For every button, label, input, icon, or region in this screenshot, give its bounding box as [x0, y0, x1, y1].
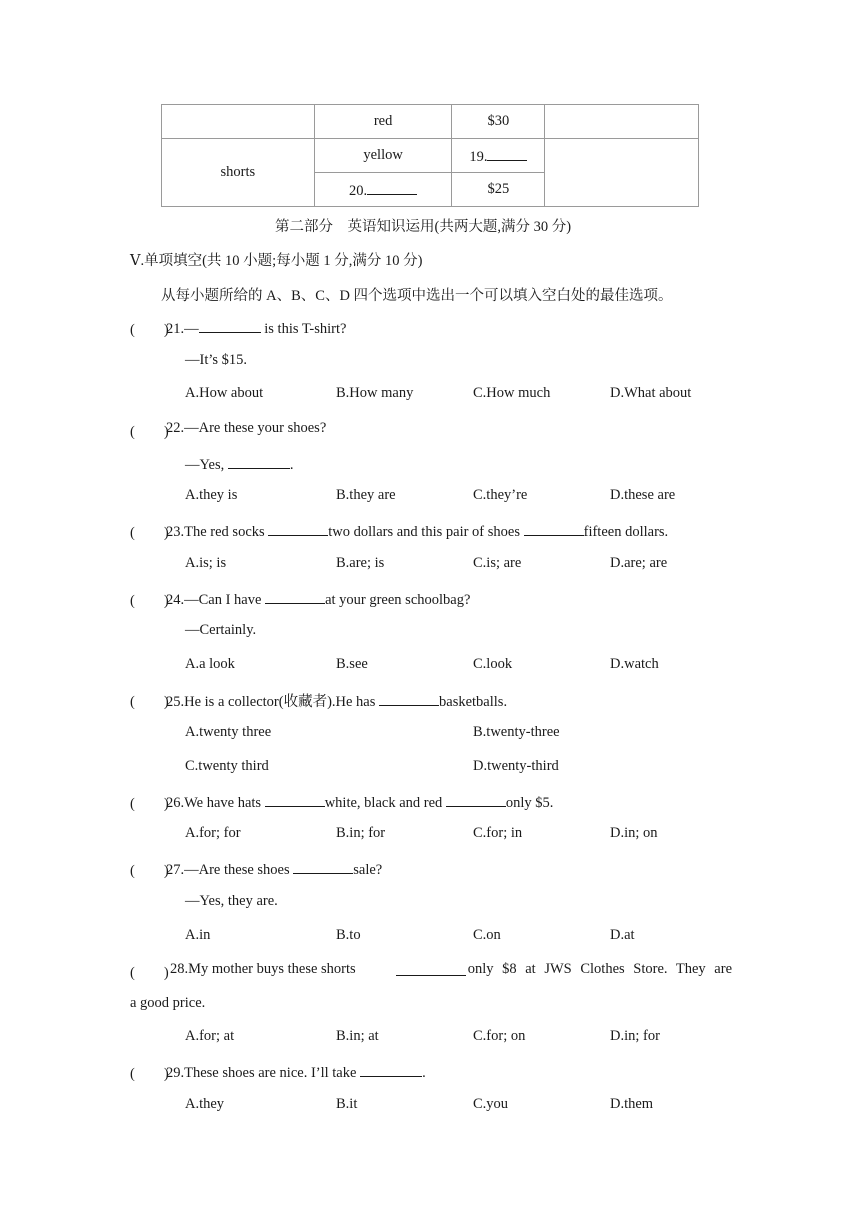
option-a[interactable]: A.a look	[185, 656, 235, 672]
question-text: .	[289, 457, 294, 473]
option-a[interactable]: A.twenty three	[185, 724, 272, 740]
question-text: at your green schoolbag?	[325, 592, 471, 608]
answer-blank	[293, 859, 353, 874]
answer-paren[interactable]: ( )	[130, 424, 169, 440]
option-d[interactable]: D.in; on	[610, 825, 658, 841]
option-a[interactable]: A.they	[185, 1096, 225, 1112]
question-reply: —It’s $15.	[185, 352, 248, 368]
answer-blank[interactable]	[487, 146, 527, 161]
option-b[interactable]: B.twenty-three	[473, 724, 560, 740]
question-25	[166, 690, 507, 711]
part-title: 第二部分 英语知识运用(共两大题,满分 30 分)	[275, 219, 572, 235]
table-cell	[452, 139, 545, 173]
option-a[interactable]: A.in	[185, 927, 211, 943]
question-text: 25.He is a collector(收藏者).He has	[166, 694, 380, 710]
option-a[interactable]: A.is; is	[185, 555, 227, 571]
price-table	[161, 104, 699, 207]
question-text: fifteen dollars.	[583, 524, 669, 540]
question-text: 29.These shoes are nice. I’ll take	[166, 1065, 361, 1081]
option-c[interactable]: C.twenty third	[185, 758, 269, 774]
question-reply: —Yes, they are.	[185, 893, 278, 909]
answer-blank	[228, 454, 290, 469]
question-continuation: a good price.	[130, 995, 206, 1011]
question-text: 21.—	[166, 321, 199, 337]
question-reply: —Certainly.	[185, 622, 257, 638]
table-cell: red	[314, 105, 452, 139]
question-text: only $8 at JWS Clothes Store. They are	[467, 961, 732, 977]
question-29	[166, 1062, 426, 1082]
question-28	[170, 961, 732, 978]
option-c[interactable]: C.for; on	[473, 1028, 526, 1044]
option-d[interactable]: D.What about	[610, 385, 692, 401]
option-a[interactable]: A.for; for	[185, 825, 241, 841]
option-b[interactable]: B.see	[336, 656, 368, 672]
option-a[interactable]: A.they is	[185, 487, 238, 503]
answer-paren[interactable]: ( )	[130, 694, 169, 710]
option-c[interactable]: C.you	[473, 1096, 509, 1112]
table-cell: yellow	[314, 139, 452, 173]
answer-blank	[396, 961, 466, 976]
question-text-group	[396, 961, 732, 978]
question-text: white, black and red	[324, 795, 446, 811]
option-b[interactable]: B.they are	[336, 487, 396, 503]
question-text: is this T-shirt?	[260, 321, 347, 337]
answer-blank	[360, 1062, 422, 1077]
table-cell: shorts	[162, 139, 315, 207]
blank-number: 19.	[469, 148, 488, 165]
question-text: basketballs.	[439, 694, 508, 710]
option-b[interactable]: B.are; is	[336, 555, 385, 571]
instruction: 从每小题所给的 A、B、C、D 四个选项中选出一个可以填入空白处的最佳选项。	[161, 288, 673, 304]
option-b[interactable]: B.in; for	[336, 825, 386, 841]
answer-paren[interactable]: ( )	[130, 1066, 169, 1082]
question-reply	[185, 454, 293, 474]
answer-blank	[199, 318, 261, 333]
answer-blank	[379, 691, 439, 706]
answer-paren[interactable]: ( )	[130, 863, 169, 879]
table-cell: $30	[452, 105, 545, 139]
option-a[interactable]: A.How about	[185, 385, 264, 401]
table-row	[162, 105, 699, 139]
table-cell	[162, 105, 315, 139]
option-b[interactable]: B.to	[336, 927, 361, 943]
answer-paren[interactable]: ( )	[130, 525, 169, 541]
option-a[interactable]: A.for; at	[185, 1028, 235, 1044]
question-21	[166, 318, 346, 338]
option-c[interactable]: C.is; are	[473, 555, 522, 571]
answer-paren[interactable]: ( )	[130, 593, 169, 609]
answer-blank	[265, 792, 325, 807]
question-text: 23.The red socks	[166, 524, 269, 540]
question-text: 27.—Are these shoes	[166, 862, 294, 878]
question-text: two dollars and this pair of shoes	[328, 524, 524, 540]
table-cell: $25	[452, 173, 545, 207]
question-text: .	[422, 1065, 426, 1081]
blank-number: 20.	[349, 182, 368, 199]
question-text: 24.—Can I have	[166, 592, 266, 608]
option-c[interactable]: C.for; in	[473, 825, 523, 841]
answer-blank	[268, 521, 328, 536]
question-text: —Yes,	[185, 457, 228, 473]
question-text: 28.My mother buys these shorts	[170, 961, 356, 977]
answer-blank	[265, 589, 325, 604]
answer-paren[interactable]: ( )	[130, 322, 169, 338]
question-27	[166, 859, 382, 879]
question-22: 22.—Are these your shoes?	[166, 420, 327, 436]
option-b[interactable]: B.in; at	[336, 1028, 379, 1044]
option-d[interactable]: D.at	[610, 927, 635, 943]
table-cell	[314, 173, 452, 207]
option-d[interactable]: D.these are	[610, 487, 676, 503]
answer-paren[interactable]: ( )	[130, 965, 169, 981]
option-c[interactable]: C.How much	[473, 385, 551, 401]
question-text: 26.We have hats	[166, 795, 265, 811]
answer-blank[interactable]	[367, 180, 417, 195]
option-b[interactable]: B.How many	[336, 385, 414, 401]
question-text: only $5.	[505, 795, 554, 811]
answer-paren[interactable]: ( )	[130, 796, 169, 812]
question-text: sale?	[353, 862, 383, 878]
option-b[interactable]: B.it	[336, 1096, 358, 1112]
table-cell	[545, 105, 699, 139]
section-title: Ⅴ.单项填空(共 10 小题;每小题 1 分,满分 10 分)	[130, 253, 423, 269]
option-c[interactable]: C.on	[473, 927, 501, 943]
question-26	[166, 792, 553, 812]
table-row	[162, 139, 699, 173]
answer-blank	[446, 792, 506, 807]
question-23	[166, 521, 668, 541]
table-cell	[545, 139, 699, 207]
option-c[interactable]: C.look	[473, 656, 513, 672]
option-d[interactable]: D.watch	[610, 656, 659, 672]
option-d[interactable]: D.in; for	[610, 1028, 660, 1044]
option-d[interactable]: D.are; are	[610, 555, 668, 571]
option-d[interactable]: D.them	[610, 1096, 654, 1112]
option-c[interactable]: C.they’re	[473, 487, 528, 503]
option-d[interactable]: D.twenty-third	[473, 758, 559, 774]
answer-blank	[524, 521, 584, 536]
question-24	[166, 589, 470, 609]
